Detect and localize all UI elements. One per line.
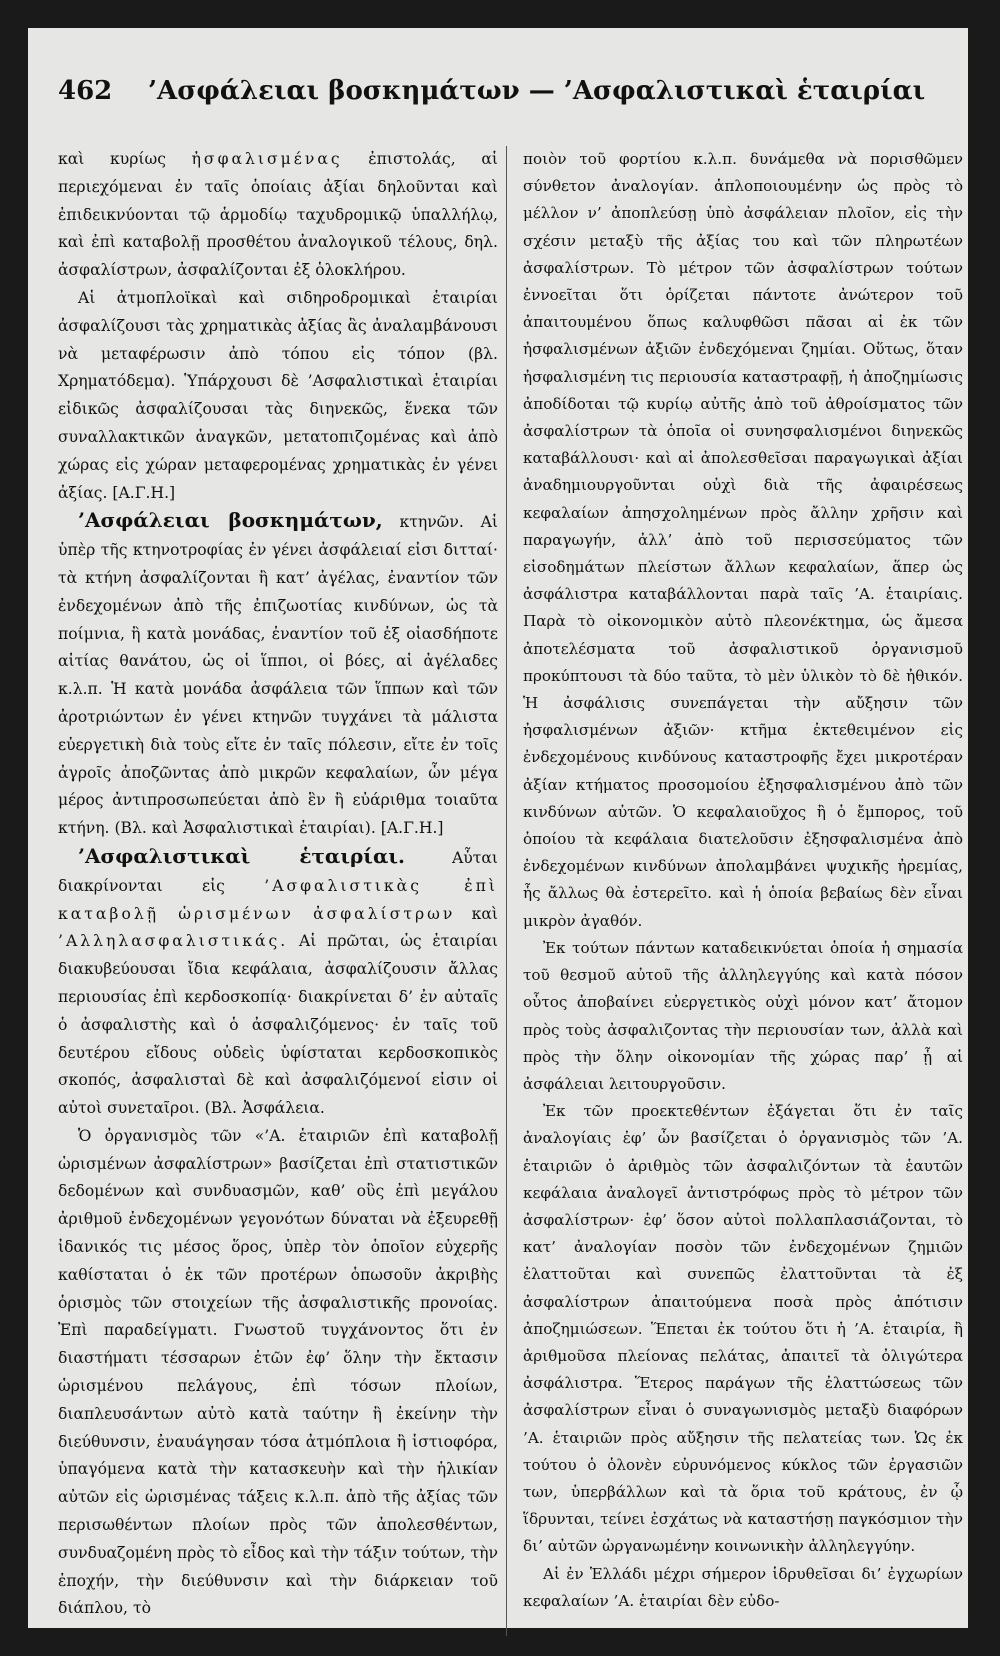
paragraph: ποιὸν τοῦ φορτίου κ.λ.π. δυνάμεθα νὰ πορισθῶμεν σύνθετον ἀναλογίαν. ἁπλοποιουμένην ὡς πρὸς τὸ μέλλον ν’ ἀποπλεύσῃ ὑπὸ ἀσφάλειαν πλοῖον, εἰς τὴν σχέσιν μεταξὺ τῆς ἀξίας του καὶ τῶν πληρωτέων ἀσφαλίστρων. Τὸ μέτρον τῶν ἀσφαλίστρων τούτων ἐννοεῖται ὅτι ὁρίζεται πάντοτε ἀνώτερον τοῦ ἀπαιτουμένου ὅπως καλυφθῶσι πᾶσαι αἱ ἐκ τῶν ἠσφαλισμένων ἀξιῶν ἐνδεχόμεναι ζημίαι. Οὕτως, ὅταν ἠσφαλισμένη τις περιουσία καταστραφῇ, ἡ ἀποζημίωσις ἀποδίδοται τῷ κυρίῳ αὐτῆς ἀπὸ τοῦ ἀθροίσματος τῶν ἀσφαλίστρων τὰ ὁποῖα οἱ συνησφαλισμένοι διηνεκῶς καταβάλλουσι· καὶ αἱ ἀπολεσθεῖσαι παραγωγικαὶ ἀξίαι ἀναδημιουργοῦνται οὐχὶ διὰ τῆς ἀφαιρέσεως κεφαλαίων ἀπησχολημένων πρὸς ἄλλην χρῆσιν καὶ παραγωγήν, ἀλλ’ ἀπὸ τοῦ περισσεύματος τῶν εἰσοδημάτων πλείστων ἄλλων κεφαλαίων, ἅπερ ὡς ἀσφάλιστρα καταβάλλονται παρὰ ταῖς ’Α. ἑταιρίαις. Παρὰ τὸ οἰκονομικὸν αὐτὸ πλεονέκτημα, ὡς ἄμεσα ἀποτελέσματα τοῦ ἀσφαλιστικοῦ ὀργανισμοῦ προκύπτουσι τὰ δύο ταῦτα, τὸ μὲν ὑλικὸν τὸ δὲ ἠθικόν. Ἡ ἀσφάλισις συνεπάγεται τὴν αὔξησιν τῶν ἠσφαλισμένων ἀξιῶν· κτῆμα ἐκτεθειμένον εἰς ἐνδεχομένους κινδύνους καταστροφῆς ἔχει μικροτέραν ἀξίαν κτήματος προσομοίου ἐξησφαλισμένου ἀπὸ τῶν κινδύνων αὐτῶν. Ὁ κεφαλαιοῦχος ἢ ὁ ἔμπορος, τοῦ ὁποίου τὰ κεφάλαια διατελοῦσιν ἐξησφαλισμένα ἀπὸ ἐνδεχομένων κινδύνων ἀπολαμβάνει ψυχικῆς ἠρεμίας, ἧς ἄλλως θὰ ἐστερεῖτο. καὶ ἡ ὁποία βεβαίως δὲν εἶναι μικρὸν ἀγαθόν. [523, 150, 963, 930]
entry-text: Αὗται διακρίνονται εἰς [58, 848, 498, 895]
spaced-text: ’Αλληλασφαλιστικάς. [58, 932, 289, 951]
entry-heading: ’Ασφάλειαι βοσκημάτων, [78, 508, 383, 533]
spaced-text: ’Ασφαλιστικὰς ἐπὶ καταβολῇ ὡρισμένων ἀσφαλίστρων [58, 876, 498, 923]
entry-text: καὶ [455, 904, 498, 923]
entry-ascfaleiai-voskimaton [58, 507, 498, 843]
entry-asfalistikai-etairiai [58, 843, 498, 1123]
column-divider [506, 146, 507, 1636]
text: ἐπιστολάς, αἱ περιεχόμεναι ἐν ταῖς ὁποίαις ἀξίαι δηλοῦνται καὶ ἐπιδεικνύονται τῷ ἁρμοδίῳ ταχυδρομικῷ ὑπαλλήλῳ, καὶ ἐπὶ καταβολῇ προσθέτου ἀναλογικοῦ τέλους, δηλ. ἀσφαλίστρων, ἀσφαλίζονται ἐξ ὁλοκλήρου. [58, 150, 498, 280]
paragraph [58, 146, 498, 285]
text: καὶ κυρίως [58, 150, 192, 168]
entry-text: Αἱ πρῶται, ὡς ἑταιρίαι διακυβεύουσαι ἴδια κεφάλαια, ἀσφαλίζουσιν ἄλλας περιουσίας ἐπὶ κερδοσκοπίᾳ· διακρίνεται δ’ ἐν αὐταῖς ὁ ἀσφαλιστὴς καὶ ὁ ἀσφαλιζόμενος· ἐν ταῖς τοῦ δευτέρου εἴδους οὐδεὶς ὑφίσταται κερδοσκοπικὸς σκοπός, ἀσφαλισταὶ δὲ καὶ ἀσφαλιζόμενοί εἰσιν οἱ αὐτοὶ συνεταῖροι. (Βλ. Ἀσφάλεια. [58, 932, 498, 1118]
page-header [58, 72, 938, 116]
paragraph: Ἐκ τούτων πάντων καταδεικνύεται ὁποία ἡ σημασία τοῦ θεσμοῦ αὐτοῦ τῆς ἀλληλεγγύης καὶ κατὰ πόσον οὗτος ἀποβαίνει εὐεργετικὸς οὐχὶ μόνον κατ’ ἄτομον πρὸς τοὺς ἀσφαλιζοντας τὴν περιουσίαν των, ἀλλὰ καὶ πρὸς τὴν ὅλην οἰκονομίαν τῆς χώρας παρ’ ᾗ αἱ ἀσφάλειαι λειτουργοῦσιν. [523, 938, 963, 1093]
book-page [28, 28, 968, 1628]
entry-heading: ’Ασφαλιστικαὶ ἑταιρίαι. [78, 843, 406, 868]
left-column [58, 146, 498, 1623]
paragraph: Αἱ ἐν Ἑλλάδι μέχρι σήμερον ἱδρυθεῖσαι δι’ ἐγχωρίων κεφαλαίων ’Α. ἑταιρίαι δὲν εὐδο- [523, 1564, 963, 1610]
right-column [523, 146, 963, 1615]
spaced-text: ἠσφαλισμένας [191, 150, 343, 168]
running-title: ’Ασφάλειαι βοσκημάτων — ’Ασφαλιστικαὶ ἑταιρίαι [148, 76, 926, 106]
page-number: 462 [58, 76, 113, 106]
paragraph: Ὁ ὀργανισμὸς τῶν «’Α. ἑταιριῶν ἐπὶ καταβολῇ ὡρισμένων ἀσφαλίστρων» βασίζεται ἐπὶ στατιστικῶν δεδομένων καὶ συνδυασμῶν, καθ’ οὓς ἐπὶ μεγάλου ἀριθμοῦ ἐνδεχομένων γεγονότων δύναται νὰ ἐξευρεθῇ ἰδανικός τις μέσος ὅρος, ὑπὲρ τὸν ὁποῖον εὐχερῆς καθίσταται ὁ ἐκ τῶν προτέρων ὁπωσοῦν ἀκριβὴς ὁρισμὸς τῶν στοιχείων τῆς ἀσφαλιστικῆς προνοίας. Ἐπὶ παραδείγματι. Γνωστοῦ τυγχάνοντος ὅτι ἐν διαστήματι τέσσαρων ἐτῶν ἐφ’ ὅλην τὴν ἔκτασιν ὡρισμένου πελάγους, ἐπὶ τόσων πλοίων, διαπλευσάντων αὐτὸ κατὰ ταύτην ἢ ἐκείνην τὴν διεύθυνσιν, ἐναυάγησαν τόσα ἀτμόπλοια ἢ ἱστιοφόρα, ὑπαγόμενα κατὰ τὴν κατασκευὴν καὶ τὴν ἡλικίαν αὐτῶν εἰς ὡρισμένας τάξεις κ.λ.π. ἀπὸ τῆς ἀξίας τῶν περισωθέντων πλοίων πρὸς τῶν ἀπολεσθέντων, συνδυαζομένη πρὸς τὸ εἶδος καὶ τὴν τάξιν τούτων, τὴν ἐποχήν, τὴν διεύθυνσιν καὶ τὴν διάρκειαν τοῦ διάπλου, τὸ [58, 1126, 498, 1618]
entry-text: κτηνῶν. Αἱ ὑπὲρ τῆς κτηνοτροφίας ἐν γένει ἀσφάλειαί εἰσι διτταί· τὰ κτήνη ἀσφαλίζονται ἢ κατ’ ἀγέλας, ἐναντίον τῶν ἐνδεχομένων ἀπὸ τῆς ἐπιζωοτίας κινδύνων, ὡς τὰ ποίμνια, ἢ κατὰ μονάδας, ἐναντίον τοῦ ἐξ οἱασδήποτε αἰτίας θανάτου, ὡς οἱ ἵπποι, οἱ βόες, αἱ ἀγέλαδες κ.λ.π. Ἡ κατὰ μονάδα ἀσφάλεια τῶν ἵππων καὶ τῶν ἀροτριώντων ἐν γένει κτηνῶν τυγχάνει τὰ μάλιστα εὐεργετικὴ διὰ τοὺς εἴτε ἐν ταῖς πόλεσιν, εἴτε ἐν τοῖς ἀγροῖς ἀποζῶντας ἀπὸ μικρῶν κεφαλαίων, ὧν μέγα μέρος ἀντιπροσωπεύεται ἀπὸ ἓν ἢ εὐάριθμα τοιαῦτα κτήνη. (Βλ. καὶ Ἀσφαλιστικαὶ ἑταιρίαι). [Α.Γ.Η.] [58, 513, 498, 838]
paragraph: Αἱ ἀτμοπλοϊκαὶ καὶ σιδηροδρομικαὶ ἑταιρίαι ἀσφαλίζουσι τὰς χρηματικὰς ἀξίας ἃς ἀναλαμβάνουσι νὰ μεταφέρωσιν ἀπὸ τόπου εἰς τόπον (βλ. Χρηματόδεμα). Ὑπάρχουσι δὲ ’Ασφαλιστικαὶ ἑταιρίαι εἰδικῶς ἀσφαλίζουσαι τὰς διηνεκῶς, ἕνεκα τῶν συναλλακτικῶν ἀναγκῶν, μετατοπιζομένας καὶ ἀπὸ χώρας εἰς χώραν μεταφερομένας χρηματικὰς ἐν γένει ἀξίας. [Α.Γ.Η.] [58, 288, 498, 502]
paragraph: Ἐκ τῶν προεκτεθέντων ἐξάγεται ὅτι ἐν ταῖς ἀναλογίαις ἐφ’ ὧν βασίζεται ὁ ὀργανισμὸς τῶν ’Α. ἑταιριῶν ὁ ἀριθμὸς τῶν ἀσφαλιζόντων τὰ ἑαυτῶν κεφάλαια ἀναλογεῖ ἀντιστρόφως πρὸς τὸ μέτρον τῶν ἀσφαλίστρων· ἐφ’ ὅσον αὐτοὶ πολλαπλασιάζονται, τὸ κατ’ ἀναλογίαν ποσὸν τῶν ἐνδεχομένων ζημιῶν ἐλαττοῦται καὶ συνεπῶς ἐλαττοῦνται τὰ ἐξ ἀσφαλίστρων ἀπαιτούμενα ποσὰ πρὸς ἀπότισιν ἀποζημιώσεων. Ἕπεται ἐκ τούτου ὅτι ἡ ’Α. ἑταιρία, ἢ ἀριθμοῦσα πλείονας πελάτας, ἀπαιτεῖ τὰ ὀλιγώτερα ἀσφάλιστρα. Ἕτερος παράγων τῆς ἐλαττώσεως τῶν ἀσφαλίστρων εἶναι ὁ συναγωνισμὸς μεταξὺ διαφόρων ’Α. ἑταιριῶν πρὸς αὔξησιν τῆς πελατείας των. Ὡς ἐκ τούτου ὁ ὁλονὲν εὐρυνόμενος κύκλος τῶν ἐργασιῶν των, ὑπερβάλλων καὶ τὰ ὅρια τοῦ κράτους, ἐν ᾧ ἵδρυνται, τείνει ἐσχάτως νὰ καταστήσῃ παγκόσμιον τὴν δι’ αὐτῶν ὠργανωμένην κοινωνικὴν ἀλληλεγγύην. [523, 1102, 963, 1556]
